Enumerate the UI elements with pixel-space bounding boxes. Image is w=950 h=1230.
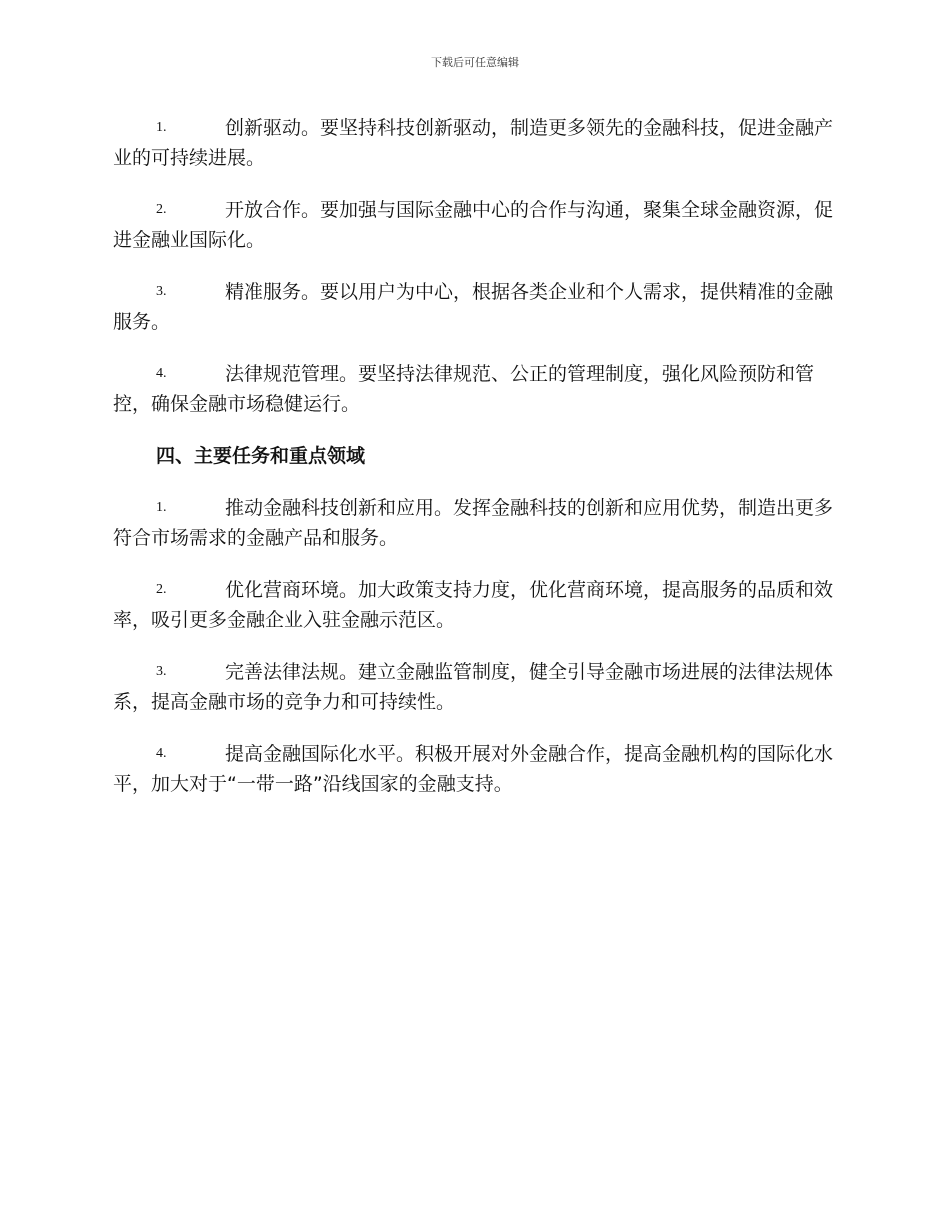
list-item-text: 推动金融科技创新和应用。发挥金融科技的创新和应用优势，制造出更多符合市场需求的金融产品和服务。 xyxy=(113,497,834,549)
task-item-1 xyxy=(113,493,835,553)
principle-item-4 xyxy=(113,359,835,419)
task-item-3 xyxy=(113,657,835,717)
list-number: 3. xyxy=(156,664,167,679)
list-item-text: 精准服务。要以用户为中心，根据各类企业和个人需求，提供精准的金融服务。 xyxy=(113,281,834,333)
document-body xyxy=(113,113,835,821)
list-number: 1. xyxy=(156,500,167,515)
list-item-text: 提高金融国际化水平。积极开展对外金融合作，提高金融机构的国际化水平，加大对于“一带一路”沿线国家的金融支持。 xyxy=(113,743,834,795)
list-number: 2. xyxy=(156,582,167,597)
list-item-text: 开放合作。要加强与国际金融中心的合作与沟通，聚集全球金融资源，促进金融业国际化。 xyxy=(113,199,834,251)
list-number: 2. xyxy=(156,202,167,217)
list-item-text: 完善法律法规。建立金融监管制度，健全引导金融市场进展的法律法规体系，提高金融市场的竞争力和可持续性。 xyxy=(113,661,834,713)
list-number: 1. xyxy=(156,120,167,135)
list-number: 4. xyxy=(156,746,167,761)
list-item-text: 优化营商环境。加大政策支持力度，优化营商环境，提高服务的品质和效率，吸引更多金融企业入驻金融示范区。 xyxy=(113,579,834,631)
list-number: 3. xyxy=(156,284,167,299)
list-item-text: 法律规范管理。要坚持法律规范、公正的管理制度，强化风险预防和管控，确保金融市场稳健运行。 xyxy=(113,363,815,415)
task-item-4 xyxy=(113,739,835,799)
list-number: 4. xyxy=(156,366,167,381)
principle-item-3 xyxy=(113,277,835,337)
page-header: 下载后可任意编辑 xyxy=(431,56,519,69)
list-item-text: 创新驱动。要坚持科技创新驱动，制造更多领先的金融科技，促进金融产业的可持续进展。 xyxy=(113,117,834,169)
task-item-2 xyxy=(113,575,835,635)
section-heading: 四、主要任务和重点领域 xyxy=(156,445,366,467)
principle-item-2 xyxy=(113,195,835,255)
principle-item-1 xyxy=(113,113,835,173)
